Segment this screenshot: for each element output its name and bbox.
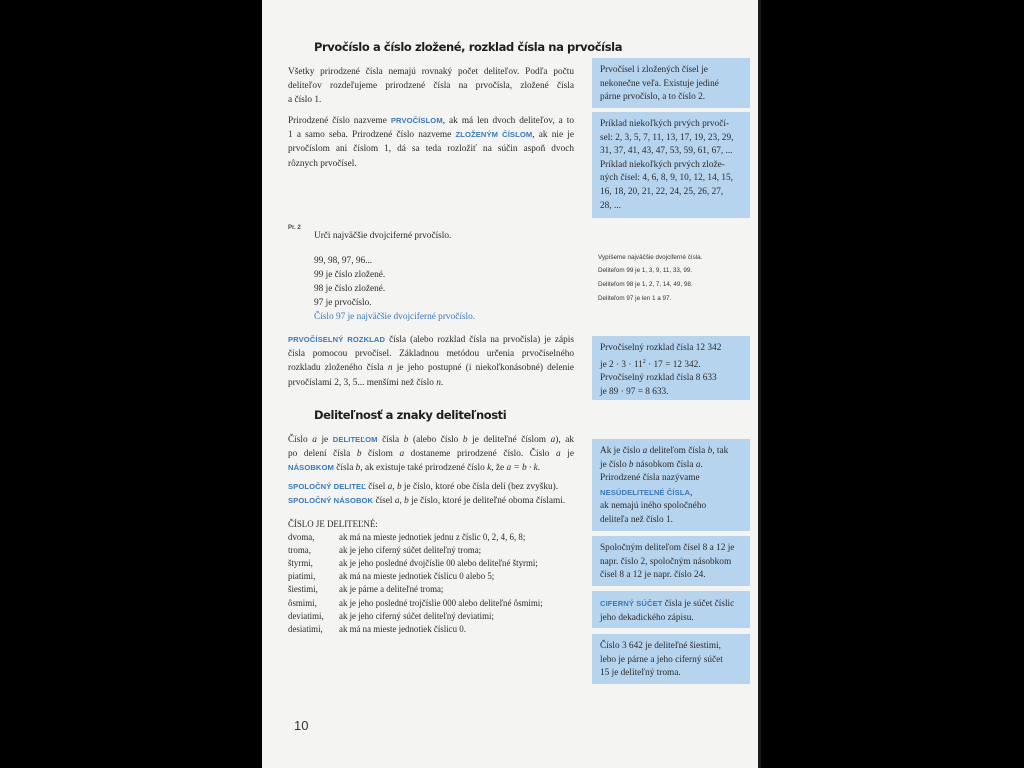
sidebox-factorization-examples <box>592 336 750 400</box>
example-side-note: Deliteľom 98 je 1, 2, 7, 14, 49, 98. <box>598 281 693 288</box>
term-common-multiple: SPOLOČNÝ NÁSOBOK <box>288 496 374 506</box>
rule-condition: ak má na mieste jednotiek jednu z číslic 0, 2, 4, 6, 8; <box>339 532 526 542</box>
sidebox-line: sel: 2, 3, 5, 7, 11, 13, 17, 19, 23, 29, <box>600 132 734 143</box>
sidebox-line: Prvočíselný rozklad čísla 12 342 <box>600 343 722 353</box>
rule-divisor-word: štyrmi, <box>288 558 313 569</box>
sidebox-line: čísel 8 a 12 je napr. číslo 24. <box>600 570 706 581</box>
definition-line: 1 a samo seba. Prirodzené číslo nazveme ZLOŽENÝM ČÍSLOM, ak nie je <box>288 130 575 141</box>
sidebox-line: napr. číslo 2, spoločným násobkom <box>600 556 732 567</box>
term-prime-factorization: PRVOČÍSELNÝ ROZKLAD <box>288 335 386 344</box>
intro-paragraph <box>288 65 574 108</box>
rule-condition: ak je jeho ciferný súčet deliteľný troma; <box>339 545 482 556</box>
example-step: 98 je číslo zložené. <box>314 284 386 294</box>
divisor-line: NÁSOBKOM čísla b, ak existuje také prirodzené číslo k, že a = b · k. <box>288 463 541 474</box>
example-step: 99 je číslo zložené. <box>314 270 386 280</box>
definition-line: Prirodzené číslo nazveme PRVOČÍSLOM, ak má len dvoch deliteľov, a to <box>288 116 574 126</box>
term-composite: ZLOŽENÝM ČÍSLOM <box>455 130 533 140</box>
factorization-line: PRVOČÍSELNÝ ROZKLAD čísla (alebo rozklad čísla na prvočísla) je zápis <box>288 335 574 345</box>
sidebox-line: lebo je párne a jeho ciferný súčet <box>600 654 723 665</box>
sidebox-line: ných čísel: 4, 6, 8, 9, 10, 12, 14, 15, <box>600 173 733 184</box>
sidebox-digit-sum <box>592 591 750 628</box>
example-side-note: Deliteľom 99 je 1, 3, 9, 11, 33, 99. <box>598 267 693 274</box>
page-edge <box>758 0 761 768</box>
section-heading-primes: Prvočíslo a číslo zložené, rozklad čísla na prvočísla <box>314 40 623 54</box>
term-digit-sum: CIFERNÝ SÚČET <box>600 599 663 608</box>
rule-condition: ak je jeho ciferný súčet deliteľný deviatimi; <box>339 610 494 621</box>
intro-line: Všetky prirodzené čísla nemajú rovnaký počet deliteľov. Podľa počtu <box>288 67 574 77</box>
divisibility-rule-row <box>288 597 543 610</box>
factorization-paragraph <box>288 333 574 390</box>
sidebox-line: Príklad niekoľkých prvých zlože- <box>600 159 725 170</box>
section-heading-divisibility: Deliteľnosť a znaky deliteľnosti <box>314 408 507 422</box>
example-step: 97 je prvočíslo. <box>314 298 372 308</box>
sidebox-infinite-primes <box>592 58 750 108</box>
sidebox-line: NESÚDELITEĽNÉ ČÍSLA, <box>600 487 693 498</box>
divisibility-rule-row <box>288 623 466 636</box>
divisor-line: po delení čísla b číslom a dostaneme prirodzené číslo. Číslo a je <box>288 449 574 460</box>
rule-condition: ak je jeho posledné trojčíslie 000 alebo deliteľné ôsmimi; <box>339 597 543 608</box>
sidebox-line: 28, ... <box>600 200 621 211</box>
sidebox-line: Príklad niekoľkých prvých prvočí- <box>600 119 729 129</box>
sidebox-common-divisor-example <box>592 536 750 586</box>
example-task: Urči najväčšie dvojciferné prvočíslo. <box>314 231 452 241</box>
sidebox-coprime <box>592 439 750 531</box>
example-side-note: Deliteľom 97 je len 1 a 97. <box>598 295 672 302</box>
sidebox-line: je číslo b násobkom čísla a. <box>600 459 703 470</box>
divisibility-rule-row <box>288 570 494 583</box>
term-multiple: NÁSOBKOM <box>288 463 334 473</box>
sidebox-line: Prvočíselný rozklad čísla 8 633 <box>600 373 717 384</box>
sidebox-line: deliteľa než číslo 1. <box>600 514 673 525</box>
rule-divisor-word: šiestimi, <box>288 584 318 595</box>
divisor-definition-paragraph <box>288 433 574 476</box>
definition-line: rôznych prvočísel. <box>288 158 357 169</box>
rule-divisor-word: piatimi, <box>288 571 316 582</box>
sidebox-line: Prvočísel i zložených čísel je <box>600 65 708 75</box>
sidebox-line: CIFERNÝ SÚČET čísla je súčet číslic <box>600 599 735 609</box>
sidebox-prime-examples <box>592 112 750 218</box>
example-side-note: Vypíšeme najväčšie dvojciferné čísla. <box>598 254 703 261</box>
term-divisor: DELITEĽOM <box>332 435 378 444</box>
term-common-divisor: SPOLOČNÝ DELITEĽ <box>288 482 366 491</box>
common-divisor-paragraph <box>288 480 574 508</box>
sidebox-line: Spoločným deliteľom čísel 8 a 12 je <box>600 543 735 553</box>
example-step: 99, 98, 97, 96... <box>314 256 373 266</box>
rule-divisor-word: ôsmimi, <box>288 597 317 608</box>
page-number: 10 <box>294 718 309 733</box>
sidebox-line: 31, 37, 41, 43, 47, 53, 59, 61, 67, ... <box>600 146 733 157</box>
common-multiple-line: SPOLOČNÝ NÁSOBOK čísel a, b je číslo, ktoré je deliteľné oboma číslami. <box>288 496 566 507</box>
rule-divisor-word: dvoma, <box>288 532 315 542</box>
factorization-line: prvočíslami 2, 3, 5... menšími než číslo n. <box>288 377 444 388</box>
sidebox-line: nekonečne veľa. Existuje jediné <box>600 78 719 89</box>
sidebox-line: je $2 \cdot 3 \cdot 11^2 \cdot 17 = 12$ 342. <box>600 358 701 370</box>
divisibility-rule-row <box>288 557 538 570</box>
divisibility-rule-row <box>288 531 525 544</box>
term-prime: PRVOČÍSLOM <box>390 116 443 125</box>
common-divisor-line: SPOLOČNÝ DELITEĽ čísel a, b je číslo, ktoré obe čísla delí (bez zvyšku). <box>288 482 559 492</box>
textbook-page <box>262 0 760 768</box>
divisor-line: Číslo a je DELITEĽOM čísla b (alebo číslo b je deliteľné číslom a), ak <box>288 435 575 445</box>
sidebox-divisible-by-six-example <box>592 634 750 684</box>
factorization-line: čísla pomocou prvočísel. Základnou metódou určenia prvočíselného <box>288 349 574 360</box>
rule-condition: ak má na mieste jednotiek číslicu 0 alebo 5; <box>339 571 495 582</box>
rule-condition: ak je párne a deliteľné troma; <box>339 584 444 595</box>
sidebox-line: párne prvočíslo, a to číslo 2. <box>600 92 706 103</box>
sidebox-line: Prirodzené čísla nazývame <box>600 473 700 484</box>
rules-title: ČÍSLO JE DELITEĽNÉ: <box>288 519 378 529</box>
definition-line: prvočíslom ani číslom 1, dá sa teda rozložiť na súčin aspoň dvoch <box>288 144 574 155</box>
rule-divisor-word: troma, <box>288 545 311 556</box>
sidebox-line: 16, 18, 20, 21, 22, 24, 25, 26, 27, <box>600 186 724 197</box>
sidebox-line: jeho dekadického zápisu. <box>600 612 694 623</box>
divisibility-rule-row <box>288 610 494 623</box>
sidebox-line: Číslo 3 642 je deliteľné šiestimi, <box>600 641 722 651</box>
term-coprime: NESÚDELITEĽNÉ ČÍSLA <box>600 487 691 497</box>
divisibility-rule-row <box>288 583 443 596</box>
sidebox-line: Ak je číslo a deliteľom čísla b, tak <box>600 446 729 456</box>
sidebox-line: ak nemajú iného spoločného <box>600 501 707 512</box>
sidebox-line: je 89 · 97 = 8 633. <box>600 386 669 397</box>
rule-divisor-word: deviatimi, <box>288 610 324 621</box>
example-answer: Číslo 97 je najväčšie dvojciferné prvočíslo. <box>314 312 476 322</box>
intro-line: a číslo 1. <box>288 95 322 106</box>
example-label: Pr. 2 <box>288 225 301 231</box>
factorization-line: rozkladu zloženého čísla n je jeho postupné (i niekoľkonásobné) delenie <box>288 363 575 374</box>
intro-line: deliteľov rozdeľujeme prirodzené čísla na prvočísla, zložené čísla <box>288 81 574 92</box>
definition-paragraph <box>288 114 574 171</box>
rule-condition: ak má na mieste jednotiek číslicu 0. <box>339 623 466 634</box>
rule-divisor-word: desiatimi, <box>288 623 323 634</box>
rule-condition: ak je jeho posledné dvojčíslie 00 alebo deliteľné štyrmi; <box>339 558 538 569</box>
divisibility-rule-row <box>288 544 481 557</box>
sidebox-line: 15 je deliteľný troma. <box>600 668 681 679</box>
